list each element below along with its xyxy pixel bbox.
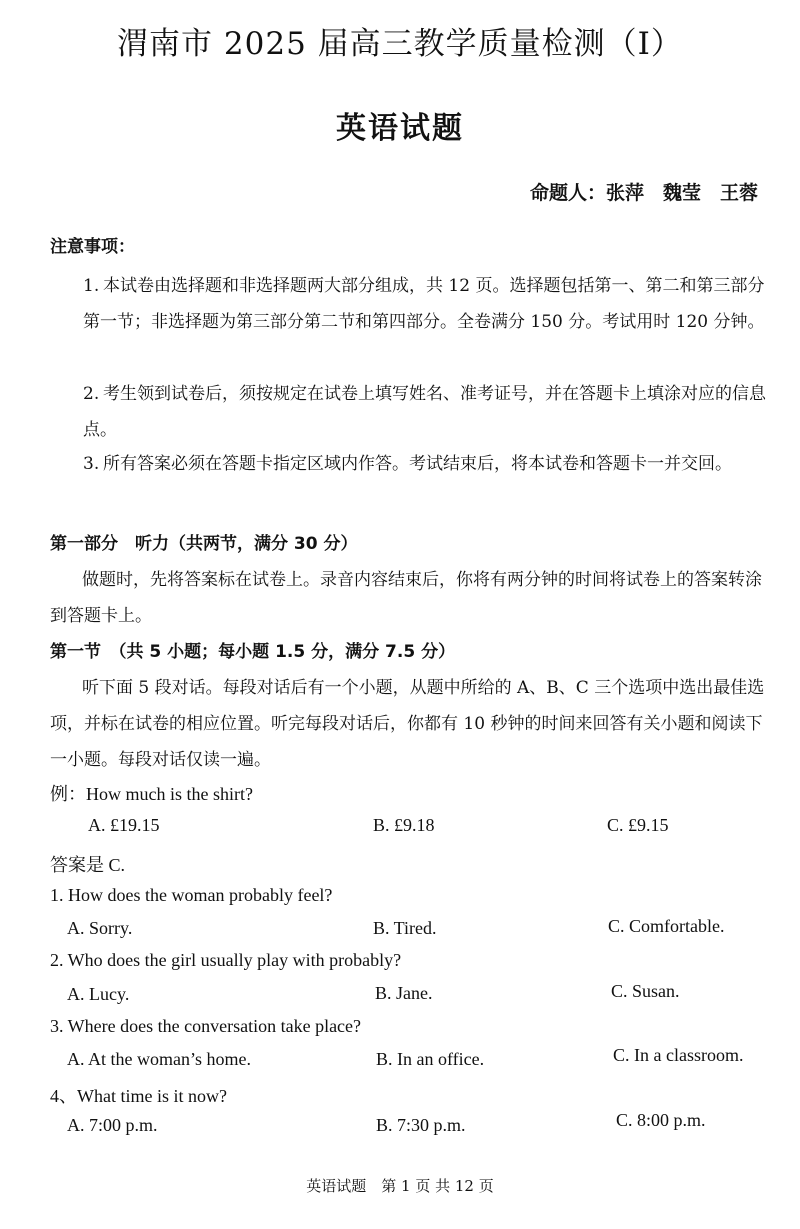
notice-item-number: 1. [83,276,100,296]
notice-item-text: 本试卷由选择题和非选择题两大部分组成，共 12 页。选择题包括第一、第二和第三部分第一节；非选择题为第三部分第二节和第四部分。全卷满分 150 分。考试用时 120 分钟。 [83,276,765,332]
question-2-option-c: C. Susan. [611,981,680,1001]
notice-item-number: 2. [83,384,100,404]
part1-heading: 第一部分 听力（共两节，满分 30 分） [50,534,358,554]
question-2-option-b: B. Jane. [375,983,433,1003]
exam-title: 渭南市 2025 届高三教学质量检测（Ⅰ） [117,26,683,62]
page-footer: 英语试题 第 1 页 共 12 页 [306,1177,494,1195]
section1-heading: 第一节 （共 5 小题；每小题 1.5 分，满分 7.5 分） [50,642,456,662]
authors-line: 命题人：张萍 魏莹 王蓉 [529,182,758,204]
notice-item-text: 所有答案必须在答题卡指定区域内作答。考试结束后，将本试卷和答题卡一并交回。 [103,454,732,474]
section1-instruction: 听下面 5 段对话。每段对话后有一个小题，从题中所给的 A、B、C 三个选项中选出最佳选项，并标在试卷的相应位置。听完每段对话后，你都有 10 秒钟的时间来回答有关小题和阅读下一小题。每段对话仅读一遍。 [50,678,765,770]
example-option-c: C. £9.15 [607,815,669,835]
exam-subtitle: 英语试题 [336,111,464,146]
question-3-option-b: B. In an office. [376,1049,485,1069]
question-1-option-a: A. Sorry. [67,918,133,938]
question-2: 2. Who does the girl usually play with probably? [50,950,402,970]
question-3: 3. Where does the conversation take place? [50,1016,362,1036]
notice-heading: 注意事项： [50,237,135,257]
question-3-option-a: A. At the woman’s home. [67,1049,251,1069]
question-4: 4、What time is it now? [50,1086,227,1106]
notice-item-1 [83,268,773,340]
example-option-b: B. £9.18 [373,815,435,835]
notice-item-2 [83,376,773,448]
question-1-option-c: C. Comfortable. [608,916,725,936]
part1-instruction: 做题时，先将答案标在试卷上。录音内容结束后，你将有两分钟的时间将试卷上的答案转涂到答题卡上。 [50,570,762,626]
question-4-option-b: B. 7:30 p.m. [376,1115,466,1135]
question-2-option-a: A. Lucy. [67,984,130,1004]
example-question: 例：How much is the shirt? [50,784,253,804]
question-4-option-a: A. 7:00 p.m. [67,1115,158,1135]
notice-item-3 [83,446,773,482]
question-3-option-c: C. In a classroom. [613,1045,744,1065]
question-4-option-c: C. 8:00 p.m. [616,1110,706,1130]
example-option-a: A. £19.15 [88,815,160,835]
question-1: 1. How does the woman probably feel? [50,885,333,905]
example-answer: 答案是 C. [50,855,126,875]
notice-item-number: 3. [83,454,100,474]
question-1-option-b: B. Tired. [373,918,437,938]
notice-item-text: 考生领到试卷后，须按规定在试卷上填写姓名、准考证号，并在答题卡上填涂对应的信息点。 [83,384,766,440]
